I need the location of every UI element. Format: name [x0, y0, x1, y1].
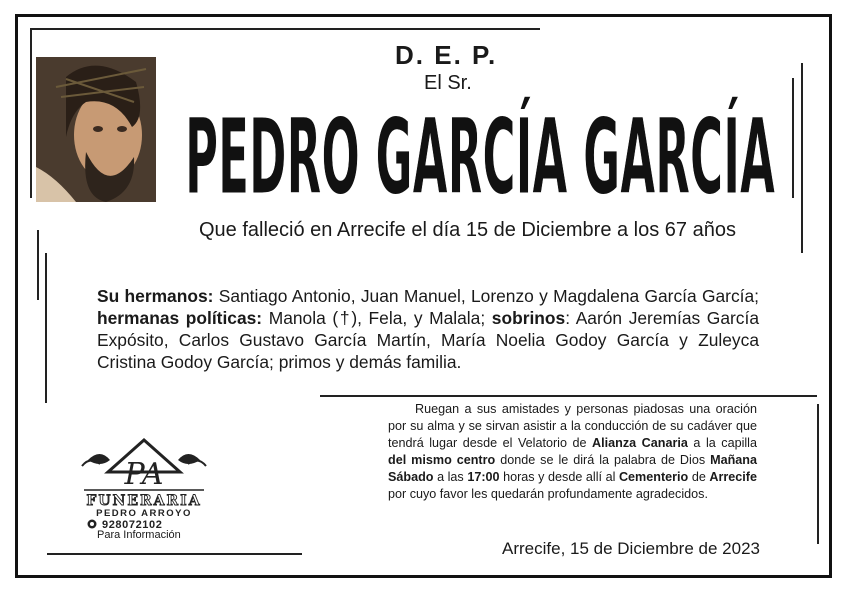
info-label: Para Información [97, 529, 181, 541]
siblings-label: Su hermanos: [97, 286, 214, 306]
funeral-home-phone: 928072102 [102, 519, 163, 531]
inlaws-label: hermanas políticas: [97, 308, 263, 328]
request-paragraph [388, 401, 757, 503]
rule-left-vertical-top [30, 28, 32, 198]
phone-icon [88, 520, 97, 529]
rule-right-vertical [801, 63, 803, 253]
dep-heading: D. E. P. [395, 40, 498, 70]
funeral-home-logo [80, 438, 208, 538]
rule-left-vertical-mid-2 [37, 230, 39, 300]
siblings-names: Santiago Antonio, Juan Manuel, Lorenzo y Magdalena García García; [213, 286, 759, 306]
request-text-2: a la capilla [687, 436, 757, 450]
rule-bottom-horizontal [47, 553, 302, 555]
service-day: Mañana Sábado [388, 453, 757, 484]
rule-left-vertical-mid [45, 253, 47, 403]
nephews-names: : Aarón Jeremías García Expósito, Carlos Gustavo García Martín, María Noelia Godoy García y Zuleyca Cristina Godoy García; primos y demás familia. [97, 308, 759, 372]
rule-mid-horizontal [320, 395, 817, 397]
service-time: 17:00 [467, 470, 500, 484]
rule-right-vertical-2 [792, 78, 794, 198]
rule-top-horizontal [30, 28, 540, 30]
title-prefix: El Sr. [424, 72, 472, 94]
religious-portrait-image [36, 57, 156, 202]
cemetery-place: Arrecife [709, 470, 757, 484]
cemetery-label: Cementerio [618, 470, 689, 484]
funeral-home-name: FUNERARIA [86, 493, 202, 509]
venue-name: Alianza Canaria [592, 436, 688, 450]
nephews-label: sobrinos [491, 308, 566, 328]
request-text-3: donde se le dirá la palabra de Dios [495, 453, 711, 467]
funeral-home-owner: PEDRO ARROYO [96, 508, 192, 519]
inlaws-names: Manola (†), Fela, y Malala; [262, 308, 492, 328]
request-text-5: horas y desde allí al [499, 470, 619, 484]
place-and-date: Arrecife, 15 de Diciembre de 2023 [502, 539, 760, 558]
deceased-name-text: PEDRO GARCÍA GARCÍA [185, 96, 775, 203]
deceased-name [180, 93, 780, 203]
death-notice-line: Que falleció en Arrecife el día 15 de Diciembre a los 67 años [199, 219, 736, 241]
request-text-6: de [688, 470, 710, 484]
chapel-name: del mismo centro [388, 453, 496, 467]
rule-right-vertical-bottom [817, 404, 819, 544]
request-text-4: a las [433, 470, 468, 484]
family-paragraph [97, 285, 759, 373]
logo-initials: PA [124, 457, 164, 492]
request-text-7: por cuyo favor les quedarán profundamente agradecidos. [388, 487, 708, 501]
request-text-1: Ruegan a sus amistades y personas piadosas una oración por su alma y se sirvan asistir a la conducción de su cadáver que tendrá lugar desde el Velatorio de [388, 402, 757, 450]
